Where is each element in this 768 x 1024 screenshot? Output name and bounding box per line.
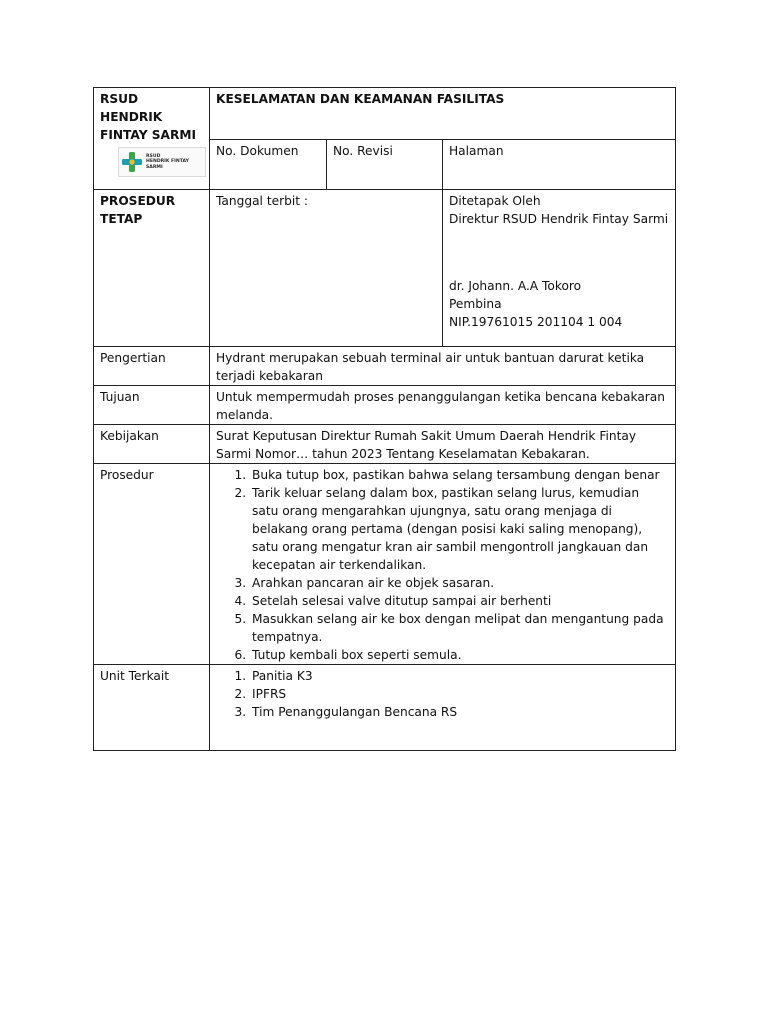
logo-line-3: SARMI: [146, 164, 163, 170]
prosedur-label: Prosedur: [94, 464, 210, 665]
pengertian-label: Pengertian: [94, 347, 210, 386]
prosedur-steps-cell: [210, 464, 676, 665]
logo-text: [146, 154, 189, 170]
halaman-label: Halaman: [443, 140, 676, 190]
sop-table: [93, 87, 676, 751]
unit-terkait-cell: [210, 665, 676, 751]
list-item: 5. Masukkan selang air ke box dengan melipat dan mengantung pada tempatnya.: [250, 610, 669, 646]
unit-terkait-label: Unit Terkait: [94, 665, 210, 751]
tanggal-terbit-label: Tanggal terbit :: [210, 190, 443, 347]
list-item: 6. Tutup kembali box seperti semula.: [250, 646, 669, 664]
tujuan-label: Tujuan: [94, 386, 210, 425]
list-item: 1. Panitia K3: [250, 667, 669, 685]
director-nip: NIP.19761015 201104 1 004: [449, 315, 623, 329]
hospital-cell: [94, 88, 210, 190]
list-item: 2. IPFRS: [250, 685, 669, 703]
kebijakan-text: Surat Keputusan Direktur Rumah Sakit Umum Daerah Hendrik Fintay Sarmi Nomor… tahun 2023 Tentang Keselamatan Kebakaran.: [210, 425, 676, 464]
prosedur-steps: [216, 466, 669, 664]
unit-terkait-list: [216, 667, 669, 721]
ditetapkan-label: Ditetapak Oleh: [449, 194, 541, 208]
director-name: dr. Johann. A.A Tokoro: [449, 279, 582, 293]
list-item: 3. Arahkan pancaran air ke objek sasaran.: [250, 574, 669, 592]
approval-cell: [443, 190, 676, 347]
director-title: Direktur RSUD Hendrik Fintay Sarmi: [449, 212, 669, 226]
no-dokumen-label: No. Dokumen: [210, 140, 327, 190]
logo-line-1: RSUD: [146, 154, 161, 160]
document-title: KESELAMATAN DAN KEAMANAN FASILITAS: [210, 88, 676, 140]
tujuan-text: Untuk mempermudah proses penanggulangan ketika bencana kebakaran melanda.: [210, 386, 676, 425]
hospital-logo-icon: [121, 151, 143, 173]
list-item: 1. Buka tutup box, pastikan bahwa selang tersambung dengan benar: [250, 466, 669, 484]
director-rank: Pembina: [449, 297, 502, 311]
kebijakan-label: Kebijakan: [94, 425, 210, 464]
signature-space: [449, 228, 669, 277]
pengertian-text: Hydrant merupakan sebuah terminal air untuk bantuan darurat ketika terjadi kebakaran: [210, 347, 676, 386]
list-item: 2. Tarik keluar selang dalam box, pastikan selang lurus, kemudian satu orang mengarahkan ujungnya, satu orang menjaga di belakang orang pertama (dengan posisi kaki saling menopang), satu orang mengatur kran air sambil mengontroll jangkauan dan kecepatan air terkendalikan.: [250, 484, 669, 574]
list-item: 4. Setelah selesai valve ditutup sampai air berhenti: [250, 592, 669, 610]
logo-line-2: HENDRIK FINTAY: [146, 159, 189, 165]
hospital-name: RSUD HENDRIK FINTAY SARMI: [100, 92, 197, 142]
hospital-logo: [118, 147, 206, 177]
no-revisi-label: No. Revisi: [327, 140, 443, 190]
list-item: 3. Tim Penanggulangan Bencana RS: [250, 703, 669, 721]
prosedur-tetap-label: PROSEDUR TETAP: [94, 190, 210, 347]
